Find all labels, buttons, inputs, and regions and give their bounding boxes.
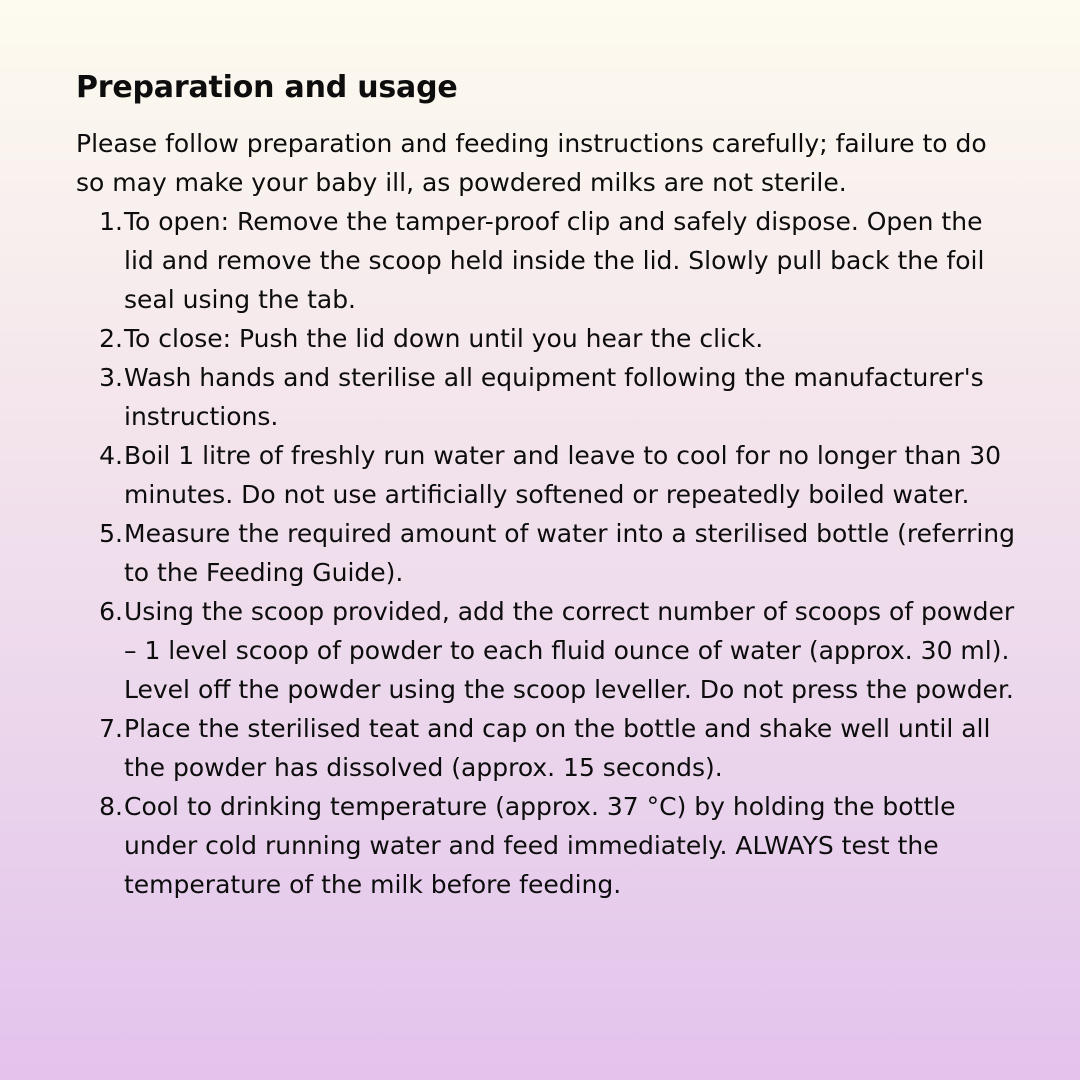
steps-list [76, 202, 1016, 904]
step-text: Place the sterilised teat and cap on the bottle and shake well until all the powder has dissolved (approx. 15 seconds). [124, 714, 991, 782]
step-number: 4. [99, 441, 123, 470]
step-number: 5. [99, 519, 123, 548]
step-4 [76, 436, 1016, 514]
step-number: 1. [99, 207, 123, 236]
step-7 [76, 709, 1016, 787]
instructions-panel [76, 68, 1016, 904]
step-number: 6. [99, 597, 123, 626]
page-title: Preparation and usage [76, 70, 458, 105]
step-1 [76, 202, 1016, 319]
intro-paragraph: Please follow preparation and feeding instructions carefully; failure to do so may make your baby ill, as powdered milks are not sterile. [76, 129, 987, 197]
step-text: Using the scoop provided, add the correct number of scoops of powder – 1 level scoop of powder to each fluid ounce of water (approx. 30 ml). Level off the powder using the scoop leveller. Do not press the powder. [124, 597, 1015, 704]
step-6 [76, 592, 1016, 709]
step-number: 2. [99, 324, 123, 353]
step-number: 8. [99, 792, 123, 821]
step-number: 7. [99, 714, 123, 743]
step-8 [76, 787, 1016, 904]
step-number: 3. [99, 363, 123, 392]
step-3 [76, 358, 1016, 436]
step-text: Cool to drinking temperature (approx. 37 °C) by holding the bottle under cold running water and feed immediately. ALWAYS test the temperature of the milk before feeding. [124, 792, 956, 899]
step-text: Boil 1 litre of freshly run water and leave to cool for no longer than 30 minutes. Do not use artificially softened or repeatedly boiled water. [124, 441, 1002, 509]
step-text: Wash hands and sterilise all equipment following the manufacturer's instructions. [124, 363, 984, 431]
step-5 [76, 514, 1016, 592]
step-text: Measure the required amount of water into a sterilised bottle (referring to the Feeding Guide). [124, 519, 1016, 587]
step-text: To close: Push the lid down until you hear the click. [124, 324, 764, 353]
step-text: To open: Remove the tamper-proof clip and safely dispose. Open the lid and remove the scoop held inside the lid. Slowly pull back the foil seal using the tab. [124, 207, 985, 314]
step-2 [76, 319, 1016, 358]
